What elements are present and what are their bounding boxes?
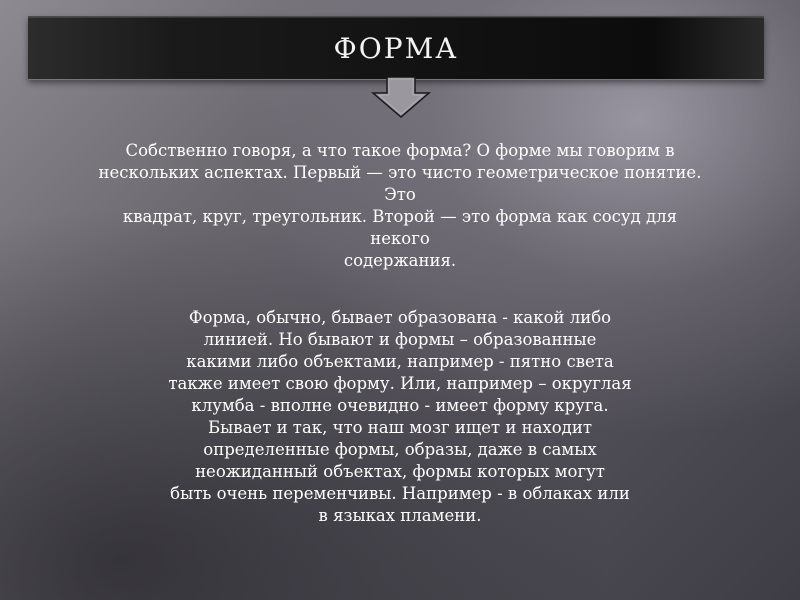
text-line: линией. Но бывают и формы – образованные — [203, 330, 597, 349]
down-arrow-icon — [371, 77, 431, 119]
text-line: какими либо объектами, например - пятно света — [186, 352, 614, 371]
text-line: некого — [370, 229, 430, 248]
text-line: Собственно говоря, а что такое форма? О форме мы говорим в — [125, 141, 675, 160]
text-line: неожиданный объектах, формы которых могут — [195, 462, 605, 481]
text-line: в языках пламени. — [318, 506, 482, 525]
paragraph-spacer — [0, 272, 800, 307]
title-banner — [28, 16, 764, 80]
slide-title: ФОРМА — [333, 31, 459, 65]
text-line: определенные формы, образы, даже в самых — [203, 440, 597, 459]
text-line: Бывает и так, что наш мозг ищет и находит — [208, 418, 592, 437]
text-line: также имеет свою форму. Или, например – округлая — [168, 374, 632, 393]
text-line: клумба - вполне очевидно - имеет форму круга. — [191, 396, 609, 415]
text-line: квадрат, круг, треугольник. Второй — это форма как сосуд для — [122, 207, 678, 226]
body-text — [0, 140, 800, 527]
text-line: Форма, обычно, бывает образована - какой либо — [188, 308, 612, 327]
text-line: быть очень переменчивы. Например - в облаках или — [170, 484, 630, 503]
text-line: содержания. — [343, 251, 457, 270]
text-line: Это — [384, 185, 416, 204]
text-line: нескольких аспектах. Первый — это чисто геометрическое понятие. — [98, 163, 702, 182]
paragraph-1 — [0, 140, 800, 272]
paragraph-2 — [0, 307, 800, 527]
